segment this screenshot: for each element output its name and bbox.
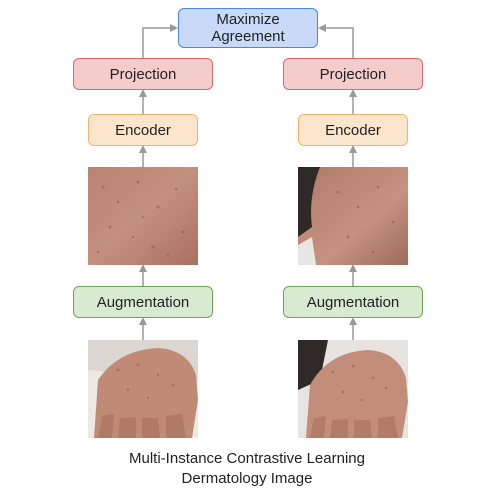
caption-line-2: Dermatology Image: [181, 470, 313, 487]
maximize-agreement-line1: Maximize: [216, 11, 280, 28]
right-original-hand-image: [298, 340, 408, 438]
arrow-right-proj-to-top: [322, 28, 353, 58]
left-augmentation-label: Augmentation: [96, 293, 190, 311]
left-augmented-skin-image: [88, 167, 198, 265]
right-encoder-label: Encoder: [325, 121, 381, 139]
left-projection-box: [73, 58, 213, 90]
left-projection-label: Projection: [109, 65, 177, 83]
left-augmentation-box: [73, 286, 213, 318]
right-augmentation-box: [283, 286, 423, 318]
right-projection-label: Projection: [319, 65, 387, 83]
left-original-hand-image: [88, 340, 198, 438]
left-encoder-box: [88, 114, 198, 146]
arrow-left-proj-to-top: [143, 28, 174, 58]
right-projection-box: [283, 58, 423, 90]
right-encoder-box: [298, 114, 408, 146]
maximize-agreement-box: [178, 8, 318, 48]
maximize-agreement-line2: Agreement: [211, 28, 285, 45]
caption-line-1: Multi-Instance Contrastive Learning: [129, 450, 365, 467]
left-encoder-label: Encoder: [115, 121, 171, 139]
right-augmentation-label: Augmentation: [306, 293, 400, 311]
right-augmented-skin-image: [298, 167, 408, 265]
